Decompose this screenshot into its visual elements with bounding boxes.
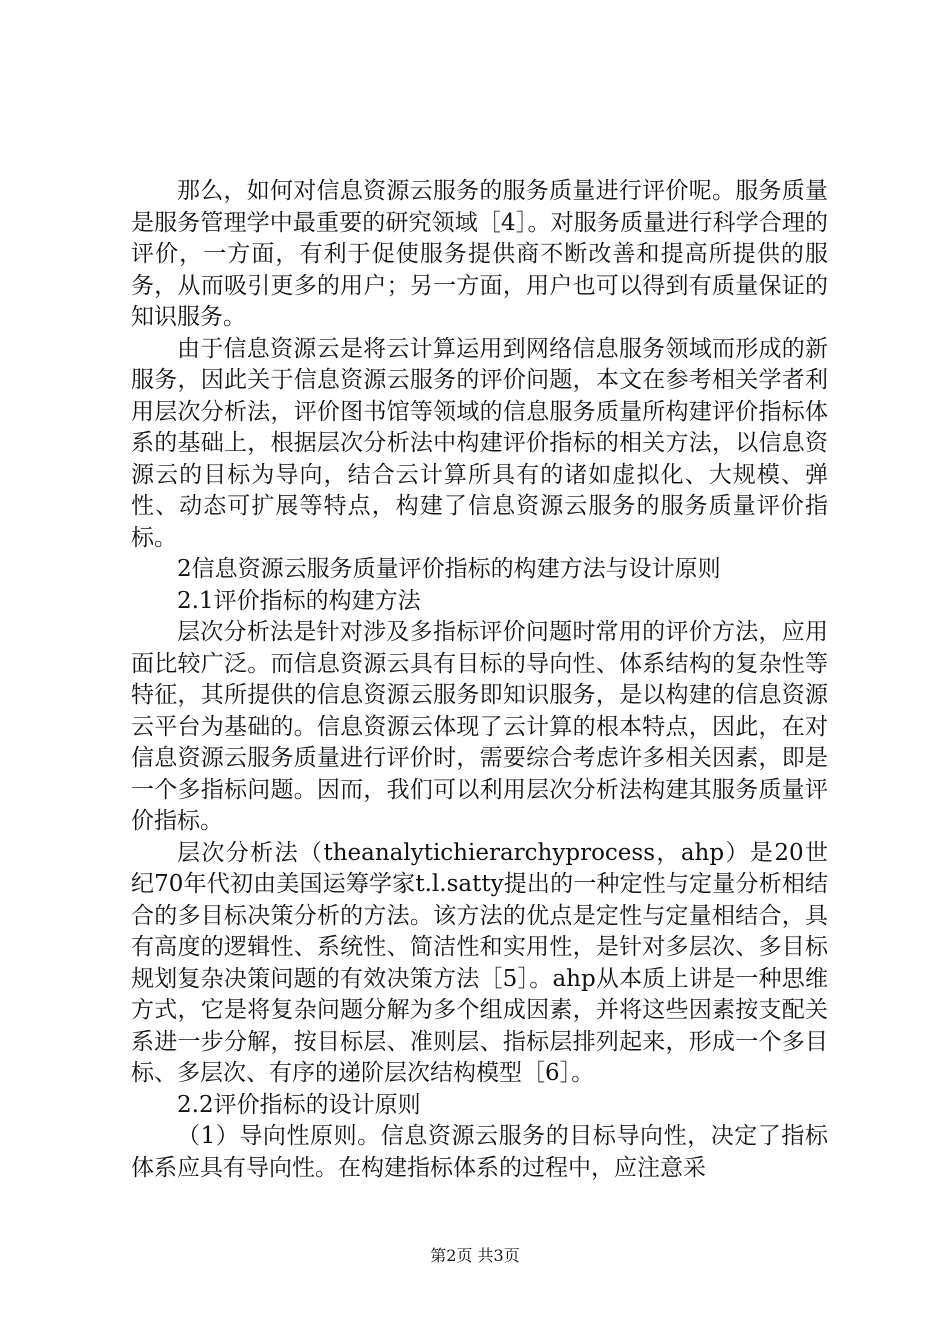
paragraph-guidance-principle: （1）导向性原则。信息资源云服务的目标导向性，决定了指标体系应具有导向性。在构建指标体系的过程中，应注意采 xyxy=(131,1123,828,1181)
section-heading-2: 2信息资源云服务质量评价指标的构建方法与设计原则 xyxy=(177,556,721,582)
subsection-heading-2-2: 2.2评价指标的设计原则 xyxy=(177,1091,421,1118)
subsection-heading-2-1: 2.1评价指标的构建方法 xyxy=(177,587,421,614)
paragraph-ahp-usage: 层次分析法是针对涉及多指标评价问题时常用的评价方法，应用面比较广泛。而信息资源云具有目标的导向性、体系结构的复杂性等特征，其所提供的信息资源云服务即知识服务，是以构建的信息资源云平台为基础的。信息资源云体现了云计算的根本特点，因此，在对信息资源云服务质量进行评价时，需要综合考虑许多相关因素，即是一个多指标问题。因而，我们可以利用层次分析法构建其服务质量评价指标。 xyxy=(131,619,828,834)
paragraph-service-quality-intro: 那么，如何对信息资源云服务的服务质量进行评价呢。服务质量是服务管理学中最重要的研究领域［4］。对服务质量进行科学合理的评价，一方面，有利于促使服务提供商不断改善和提高所提供的服务，从而吸引更多的用户；另一方面，用户也可以得到有质量保证的知识服务。 xyxy=(131,178,828,330)
page-number-label: 第2页 共3页 xyxy=(430,1246,520,1265)
paragraph-ahp-definition: 层次分析法（theanalytichierarchyprocess，ahp）是20世纪70年代初由美国运筹学家t.l.satty提出的一种定性与定量分析相结合的多目标决策分析的方法。该方法的优点是定性与定量相结合，具有高度的逻辑性、系统性、简洁性和实用性，是针对多层次、多目标规划复杂决策问题的有效决策方法［5］。ahp从本质上讲是一种思维方式，它是将复杂问题分解为多个组成因素，并将这些因素按支配关系进一步分解，按目标层、准则层、指标层排列起来，形成一个多目标、多层次、有序的递阶层次结构模型［6］。 xyxy=(131,839,828,1086)
paragraph-evaluation-background: 由于信息资源云是将云计算运用到网络信息服务领域而形成的新服务，因此关于信息资源云服务的评价问题，本文在参考相关学者利用层次分析法，评价图书馆等领域的信息服务质量所构建评价指标体系的基础上，根据层次分析法中构建评价指标的相关方法，以信息资源云的目标为导向，结合云计算所具有的诸如虚拟化、大规模、弹性、动态可扩展等特点，构建了信息资源云服务的服务质量评价指标。 xyxy=(131,335,828,551)
document-body xyxy=(131,176,828,1184)
page-footer xyxy=(0,1246,950,1266)
